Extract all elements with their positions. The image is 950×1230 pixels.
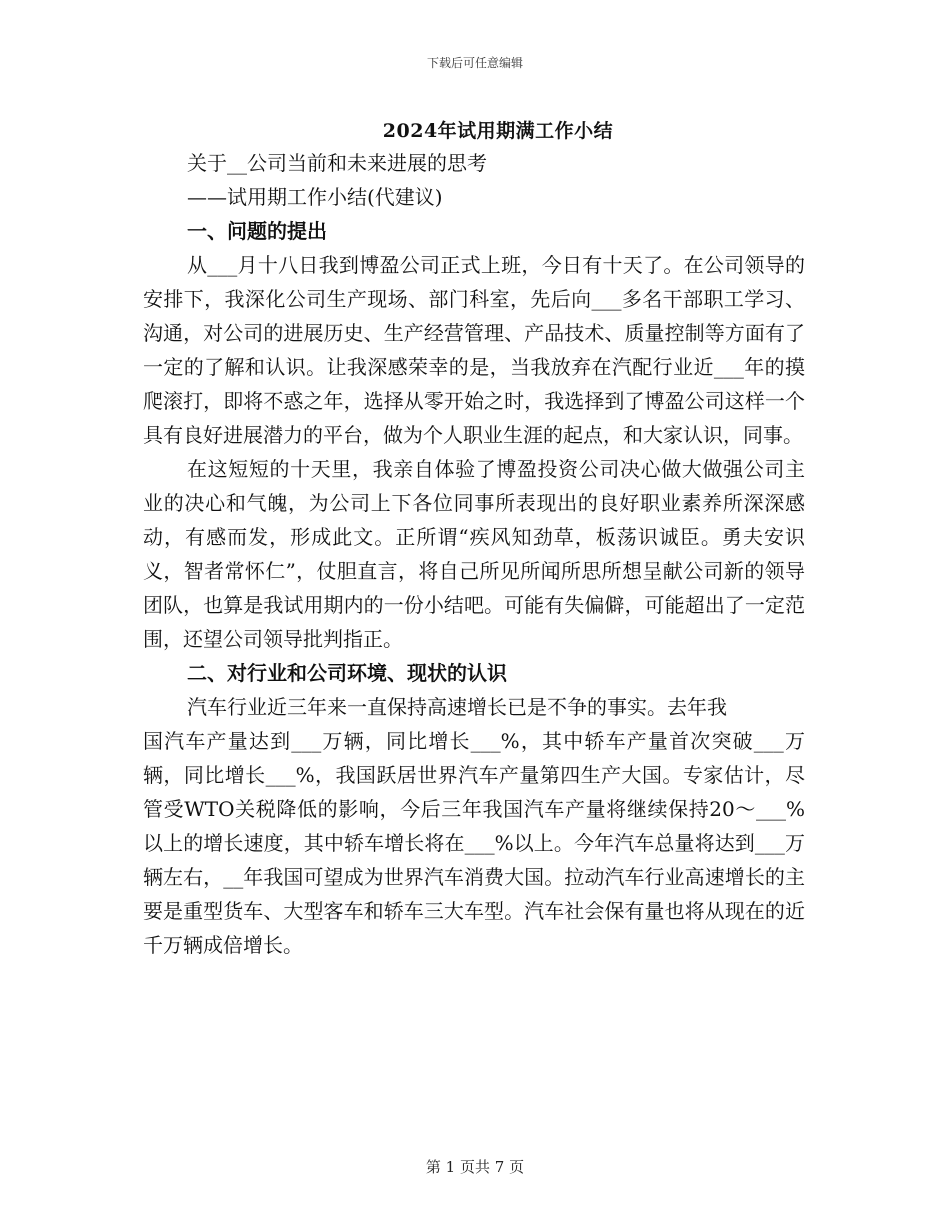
subtitle-topic: 关于__公司当前和未来进展的思考: [187, 151, 487, 175]
section-heading-1: 一、问题的提出: [187, 219, 327, 243]
page-footer: 第 1 页共 7 页: [425, 1158, 525, 1176]
section2-paragraph-1: [143, 724, 805, 962]
section-heading-2: 二、对行业和公司环境、现状的认识: [187, 661, 507, 685]
header-note: 下载后可任意编辑: [426, 56, 523, 70]
document-body: [143, 146, 805, 962]
subtitle-summary: ——试用期工作小结(代建议): [187, 185, 443, 209]
section2-first-line: 汽车行业近三年来一直保持高速增长已是不争的事实。去年我: [187, 695, 727, 719]
section1-paragraph-2: 在这短短的十天里，我亲自体验了博盈投资公司决心做大做强公司主业的决心和气魄，为公司上下各位同事所表现出的良好职业素养所深深感动，有感而发，形成此文。正所谓“疾风知劲草，板荡识诚臣。勇夫安识义，智者常怀仁”，仗胆直言，将自己所见所闻所思所想呈献公司新的领导团队，也算是我试用期内的一份小结吧。可能有失偏僻，可能超出了一定范围，还望公司领导批判指正。: [143, 457, 805, 651]
document-title: 2024年试用期满工作小结: [382, 120, 614, 142]
section1-paragraph-1: 从___月十八日我到博盈公司正式上班，今日有十天了。在公司领导的安排下，我深化公司生产现场、部门科室，先后向___多名干部职工学习、沟通，对公司的进展历史、生产经营管理、产品技术、质量控制等方面有了一定的了解和认识。让我深感荣幸的是，当我放弃在汽配行业近___年的摸爬滚打，即将不惑之年，选择从零开始之时，我选择到了博盈公司这样一个具有良好进展潜力的平台，做为个人职业生涯的起点，和大家认识，同事。: [143, 253, 805, 447]
section2-paragraph-text: 国汽车产量达到___万辆，同比增长___%，其中轿车产量首次突破___万辆，同比增长___%，我国跃居世界汽车产量第四生产大国。专家估计，尽管受WTO关税降低的影响，今后三年我国汽车产量将继续保持20～___%以上的增长速度，其中轿车增长将在___%以上。今年汽车总量将达到___万辆左右，__年我国可望成为世界汽车消费大国。拉动汽车行业高速增长的主要是重型货车、大型客车和轿车三大车型。汽车社会保有量也将从现在的近千万辆成倍增长。: [143, 729, 805, 957]
